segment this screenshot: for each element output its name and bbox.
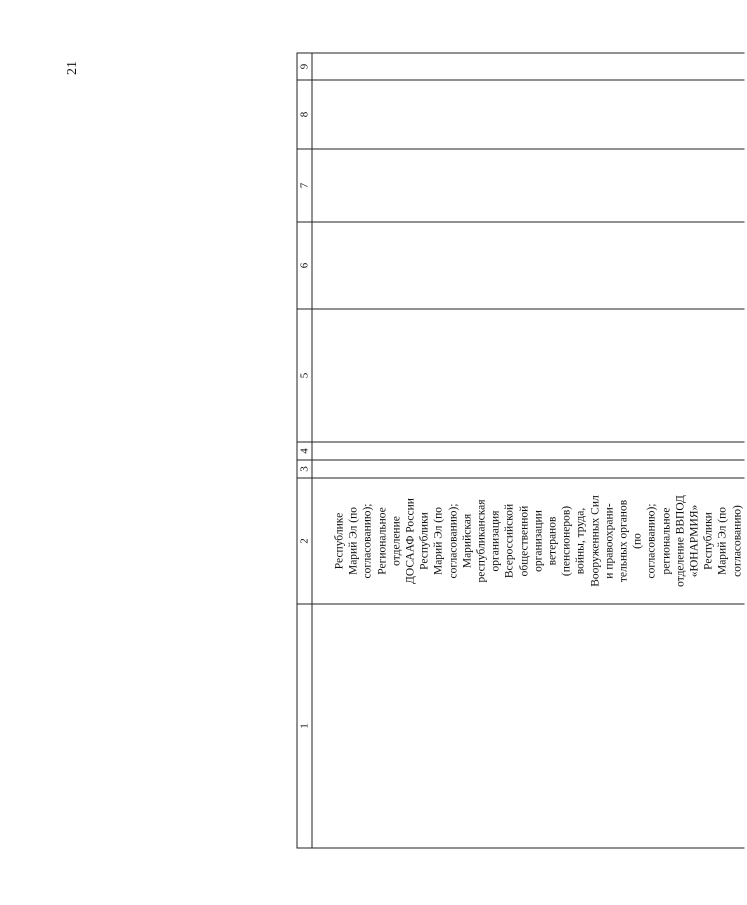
text-line: (пенсионеров)	[560, 505, 573, 577]
column-number: 5	[297, 309, 312, 442]
table-cell	[312, 460, 744, 478]
text-line: согласованию)	[731, 505, 744, 577]
table-cell	[312, 309, 744, 442]
column-number: 4	[297, 442, 312, 460]
table-row	[312, 53, 744, 848]
text-line: Республики	[418, 512, 431, 570]
table-cell	[312, 53, 744, 80]
text-line: войны, труда,	[574, 507, 587, 575]
text-line: организации	[532, 510, 545, 572]
table-cell	[312, 604, 744, 848]
text-line: Марий Эл (по	[432, 506, 445, 576]
text-line: ветеранов	[546, 516, 559, 566]
document-table	[297, 53, 745, 849]
table-cell	[312, 222, 744, 309]
text-line: общественной	[518, 505, 531, 577]
table-cell	[312, 149, 744, 222]
text-line: Республики	[702, 512, 715, 570]
text-line: и правоохрани-	[603, 503, 616, 579]
column-number-row	[297, 53, 312, 848]
column-number: 6	[297, 222, 312, 309]
text-line: Региональное	[376, 507, 389, 575]
text-line: региональное	[660, 507, 673, 575]
text-line: Всероссийской	[503, 503, 516, 579]
column-number: 7	[297, 149, 312, 222]
page-number: 21	[65, 61, 80, 75]
table-cell	[312, 80, 744, 149]
text-line: Республике	[333, 512, 346, 570]
text-line: Марийская	[461, 513, 474, 569]
text-line: (по	[631, 533, 644, 549]
text-line: Марий Эл (по	[716, 506, 729, 576]
column-number: 1	[297, 604, 312, 848]
text-line: ДОСААФ России	[404, 498, 417, 584]
text-line: Марий Эл (по	[347, 506, 360, 576]
text-line: отделение ВВПОД	[674, 495, 687, 587]
text-line: согласованию);	[645, 503, 658, 579]
text-line: организация	[489, 510, 502, 572]
table-cell-organizations	[312, 478, 744, 604]
text-line: согласованию);	[361, 503, 374, 579]
organizations-text	[333, 484, 745, 598]
column-number: 2	[297, 478, 312, 604]
text-line: республиканская	[475, 499, 488, 583]
table-cell	[312, 442, 744, 460]
column-number: 8	[297, 80, 312, 149]
text-line: Вооруженных Сил	[589, 495, 602, 587]
column-number: 9	[297, 53, 312, 80]
text-line: согласованию);	[447, 503, 460, 579]
rotated-table-block	[297, 54, 747, 849]
text-line: тельных органов	[617, 499, 630, 583]
text-line: отделение	[390, 516, 403, 566]
text-line: «ЮНАРМИЯ»	[688, 504, 701, 578]
column-number: 3	[297, 460, 312, 478]
